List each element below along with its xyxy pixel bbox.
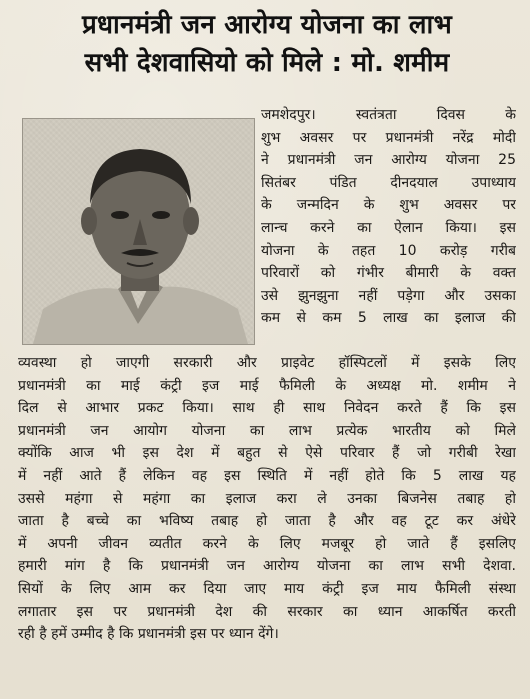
- article-line: परिवारों को गंभीर बीमारी के वक्त: [261, 265, 516, 282]
- article-line: के जन्मदिन के शुभ अवसर पर: [261, 197, 516, 214]
- article-line: ने प्रधानमंत्री जन आरोग्य योजना 25: [261, 152, 516, 169]
- article-line: में अपनी जीवन व्यतीत करने के लिए मजबूर हो जाते हैं इसलिए: [18, 535, 516, 552]
- article-line: लान्च करने का ऐलान किया। इस: [261, 219, 516, 236]
- headline-line-2: सभी देशवासियो को मिले : मो. शमीम: [84, 48, 450, 78]
- article-right-column: [261, 104, 516, 330]
- article-line: योजना के तहत 10 करोड़ गरीब: [261, 242, 516, 259]
- article-line: रही है हमें उम्मीद है कि प्रधानमंत्री इस पर ध्यान देंगे।: [18, 626, 279, 643]
- person-portrait-icon: [23, 119, 254, 344]
- article-line: जाता है बच्चे का भविष्य तबाह हो जाता है और वह टूट कर अंधेरे: [18, 513, 516, 530]
- article-full-width: [18, 352, 516, 646]
- article-line: उसे झुनझुना नहीं पड़ेगा और उसका: [261, 287, 516, 304]
- article-line: प्रधानमंत्री का माई कंट्री इज माई फैमिली के अध्यक्ष मो. शमीम ने: [18, 377, 516, 394]
- article-line: सितंबर पंडित दीनदयाल उपाध्याय: [261, 174, 516, 191]
- article-line: दिल से आभार प्रकट किया। साथ ही साथ निवेदन करते हैं कि इस: [18, 400, 516, 417]
- article-line: लगातार इस पर प्रधानमंत्री देश की सरकार का ध्यान आकर्षित करती: [18, 603, 516, 620]
- headline: [10, 6, 524, 82]
- portrait-photo: [22, 118, 255, 345]
- article-line: सियों के लिए आम कर दिया जाए माय कंट्री इज माय फैमिली संस्था: [18, 580, 516, 597]
- article-line: शुभ अवसर पर प्रधानमंत्री नरेंद्र मोदी: [261, 129, 516, 146]
- article-line: में नहीं आते हैं लेकिन वह इस स्थिति में नहीं होते कि 5 लाख यह: [18, 467, 516, 484]
- article-line: प्रधानमंत्री जन आयोग योजना का लाभ प्रत्येक भारतीय को मिले: [18, 422, 516, 439]
- article-line: क्योंकि आज भी इस देश में बहुत से ऐसे परिवार हैं जो गरीबी रेखा: [18, 445, 516, 462]
- article-line: व्यवस्था हो जाएगी सरकारी और प्राइवेट हॉस्पिटलों में इसके लिए: [18, 355, 516, 371]
- article-line: कम से कम 5 लाख का इलाज की: [261, 310, 516, 327]
- article-line: उससे महंगा से महंगा का इलाज करा ले उनका बिजनेस तबाह हो: [18, 490, 516, 507]
- article-line: जमशेदपुर। स्वतंत्रता दिवस के: [261, 107, 516, 123]
- article-line: हमारी मांग है कि प्रधानमंत्री जन आरोग्य योजना का लाभ सभी देशवा.: [18, 558, 516, 575]
- headline-line-1: प्रधानमंत्री जन आरोग्य योजना का लाभ: [82, 10, 452, 40]
